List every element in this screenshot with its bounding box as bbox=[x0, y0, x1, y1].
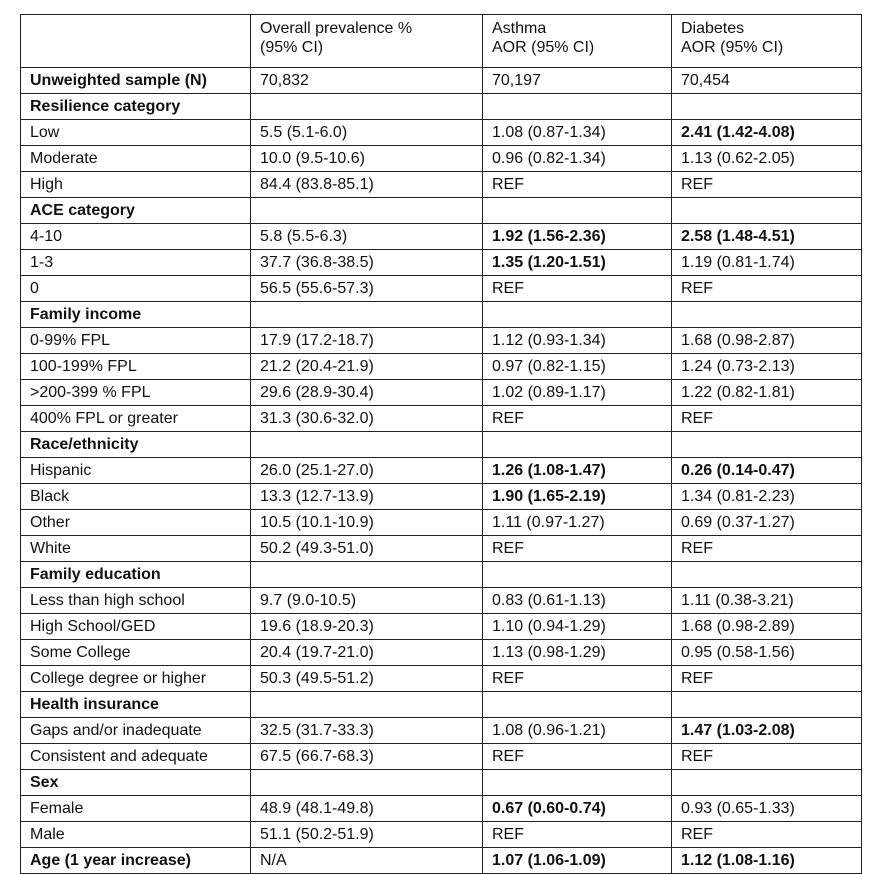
row-label-cell: Consistent and adequate bbox=[21, 744, 251, 770]
row-label-cell: Low bbox=[21, 120, 251, 146]
table-row bbox=[21, 692, 862, 718]
row-label-cell: Female bbox=[21, 796, 251, 822]
diabetes-aor-cell: REF bbox=[672, 536, 862, 562]
diabetes-aor-cell: REF bbox=[672, 172, 862, 198]
prevalence-cell: 84.4 (83.8-85.1) bbox=[251, 172, 483, 198]
diabetes-aor-cell: 1.68 (0.98-2.89) bbox=[672, 614, 862, 640]
asthma-aor-cell: 1.92 (1.56-2.36) bbox=[483, 224, 672, 250]
asthma-aor-cell: REF bbox=[483, 666, 672, 692]
prevalence-cell: 17.9 (17.2-18.7) bbox=[251, 328, 483, 354]
asthma-aor-cell: REF bbox=[483, 536, 672, 562]
table-row bbox=[21, 432, 862, 458]
table-row bbox=[21, 666, 862, 692]
prevalence-cell bbox=[251, 562, 483, 588]
table-row bbox=[21, 510, 862, 536]
row-label-cell: 1-3 bbox=[21, 250, 251, 276]
header-cell-variable bbox=[21, 15, 251, 68]
header-asthma-line1: Asthma bbox=[492, 20, 547, 37]
header-cell-diabetes bbox=[672, 15, 862, 68]
asthma-aor-cell: 0.67 (0.60-0.74) bbox=[483, 796, 672, 822]
asthma-aor-cell bbox=[483, 198, 672, 224]
prevalence-cell: 67.5 (66.7-68.3) bbox=[251, 744, 483, 770]
asthma-aor-cell: 1.08 (0.96-1.21) bbox=[483, 718, 672, 744]
diabetes-aor-cell: 0.26 (0.14-0.47) bbox=[672, 458, 862, 484]
asthma-aor-cell: 1.11 (0.97-1.27) bbox=[483, 510, 672, 536]
diabetes-aor-cell: 1.22 (0.82-1.81) bbox=[672, 380, 862, 406]
prevalence-cell bbox=[251, 770, 483, 796]
diabetes-aor-cell: 1.12 (1.08-1.16) bbox=[672, 848, 862, 874]
table-row bbox=[21, 146, 862, 172]
table-row bbox=[21, 302, 862, 328]
table-row bbox=[21, 796, 862, 822]
row-label-cell: Sex bbox=[21, 770, 251, 796]
table-row bbox=[21, 250, 862, 276]
row-label-cell: 0-99% FPL bbox=[21, 328, 251, 354]
diabetes-aor-cell: 2.58 (1.48-4.51) bbox=[672, 224, 862, 250]
asthma-aor-cell: 1.90 (1.65-2.19) bbox=[483, 484, 672, 510]
prevalence-cell: 5.5 (5.1-6.0) bbox=[251, 120, 483, 146]
table-row bbox=[21, 562, 862, 588]
row-label-cell: 400% FPL or greater bbox=[21, 406, 251, 432]
table-row bbox=[21, 822, 862, 848]
row-label-cell: >200-399 % FPL bbox=[21, 380, 251, 406]
row-label-cell: 4-10 bbox=[21, 224, 251, 250]
row-label-cell: 100-199% FPL bbox=[21, 354, 251, 380]
asthma-aor-cell: 1.35 (1.20-1.51) bbox=[483, 250, 672, 276]
prevalence-cell: 56.5 (55.6-57.3) bbox=[251, 276, 483, 302]
row-label-cell: Family income bbox=[21, 302, 251, 328]
diabetes-aor-cell: 1.11 (0.38-3.21) bbox=[672, 588, 862, 614]
table-row bbox=[21, 848, 862, 874]
diabetes-aor-cell bbox=[672, 692, 862, 718]
table-row bbox=[21, 614, 862, 640]
prevalence-cell bbox=[251, 432, 483, 458]
row-label-cell: Gaps and/or inadequate bbox=[21, 718, 251, 744]
row-label-cell: High bbox=[21, 172, 251, 198]
diabetes-aor-cell bbox=[672, 432, 862, 458]
prevalence-cell bbox=[251, 94, 483, 120]
asthma-aor-cell bbox=[483, 562, 672, 588]
table-row bbox=[21, 458, 862, 484]
row-label-cell: Other bbox=[21, 510, 251, 536]
asthma-aor-cell: REF bbox=[483, 744, 672, 770]
prevalence-cell: 51.1 (50.2-51.9) bbox=[251, 822, 483, 848]
row-label-cell: Family education bbox=[21, 562, 251, 588]
table-row bbox=[21, 770, 862, 796]
prevalence-cell bbox=[251, 692, 483, 718]
asthma-aor-cell bbox=[483, 94, 672, 120]
table-row bbox=[21, 380, 862, 406]
diabetes-aor-cell: 1.47 (1.03-2.08) bbox=[672, 718, 862, 744]
asthma-aor-cell: 1.07 (1.06-1.09) bbox=[483, 848, 672, 874]
row-label-cell: Black bbox=[21, 484, 251, 510]
prevalence-cell: 29.6 (28.9-30.4) bbox=[251, 380, 483, 406]
asthma-aor-cell: 0.83 (0.61-1.13) bbox=[483, 588, 672, 614]
table-row bbox=[21, 406, 862, 432]
diabetes-aor-cell: REF bbox=[672, 406, 862, 432]
table-row bbox=[21, 354, 862, 380]
header-diabetes-line2: AOR (95% CI) bbox=[681, 39, 784, 56]
header-prevalence-line2: (95% CI) bbox=[260, 39, 324, 56]
prevalence-cell: 31.3 (30.6-32.0) bbox=[251, 406, 483, 432]
diabetes-aor-cell: REF bbox=[672, 822, 862, 848]
table-row bbox=[21, 94, 862, 120]
diabetes-aor-cell bbox=[672, 562, 862, 588]
diabetes-aor-cell: 0.95 (0.58-1.56) bbox=[672, 640, 862, 666]
asthma-aor-cell: 1.02 (0.89-1.17) bbox=[483, 380, 672, 406]
row-label-cell: Age (1 year increase) bbox=[21, 848, 251, 874]
row-label-cell: Race/ethnicity bbox=[21, 432, 251, 458]
table-row bbox=[21, 224, 862, 250]
header-cell-asthma bbox=[483, 15, 672, 68]
prevalence-cell: 37.7 (36.8-38.5) bbox=[251, 250, 483, 276]
diabetes-aor-cell: 0.69 (0.37-1.27) bbox=[672, 510, 862, 536]
diabetes-aor-cell: 0.93 (0.65-1.33) bbox=[672, 796, 862, 822]
diabetes-aor-cell: 1.19 (0.81-1.74) bbox=[672, 250, 862, 276]
diabetes-aor-cell: 1.34 (0.81-2.23) bbox=[672, 484, 862, 510]
row-label-cell: Unweighted sample (N) bbox=[21, 68, 251, 94]
asthma-aor-cell: 70,197 bbox=[483, 68, 672, 94]
row-label-cell: ACE category bbox=[21, 198, 251, 224]
row-label-cell: Less than high school bbox=[21, 588, 251, 614]
prevalence-cell: 26.0 (25.1-27.0) bbox=[251, 458, 483, 484]
row-label-cell: Moderate bbox=[21, 146, 251, 172]
diabetes-aor-cell bbox=[672, 770, 862, 796]
diabetes-aor-cell bbox=[672, 198, 862, 224]
asthma-aor-cell: 1.08 (0.87-1.34) bbox=[483, 120, 672, 146]
prevalence-cell: 5.8 (5.5-6.3) bbox=[251, 224, 483, 250]
diabetes-aor-cell bbox=[672, 94, 862, 120]
header-diabetes-line1: Diabetes bbox=[681, 20, 745, 37]
diabetes-aor-cell: 2.41 (1.42-4.08) bbox=[672, 120, 862, 146]
row-label-cell: College degree or higher bbox=[21, 666, 251, 692]
row-label-cell: Resilience category bbox=[21, 94, 251, 120]
asthma-aor-cell: REF bbox=[483, 822, 672, 848]
table-row bbox=[21, 484, 862, 510]
prevalence-cell: 50.3 (49.5-51.2) bbox=[251, 666, 483, 692]
diabetes-aor-cell: REF bbox=[672, 276, 862, 302]
table-row bbox=[21, 718, 862, 744]
asthma-aor-cell: 1.13 (0.98-1.29) bbox=[483, 640, 672, 666]
prevalence-cell: N/A bbox=[251, 848, 483, 874]
row-label-cell: White bbox=[21, 536, 251, 562]
prevalence-cell: 20.4 (19.7-21.0) bbox=[251, 640, 483, 666]
prevalence-cell: 32.5 (31.7-33.3) bbox=[251, 718, 483, 744]
prevalence-cell: 10.5 (10.1-10.9) bbox=[251, 510, 483, 536]
asthma-aor-cell bbox=[483, 770, 672, 796]
diabetes-aor-cell: REF bbox=[672, 666, 862, 692]
table-row bbox=[21, 536, 862, 562]
table-row bbox=[21, 640, 862, 666]
row-label-cell: Health insurance bbox=[21, 692, 251, 718]
asthma-aor-cell: 1.26 (1.08-1.47) bbox=[483, 458, 672, 484]
table-row bbox=[21, 328, 862, 354]
asthma-aor-cell: REF bbox=[483, 406, 672, 432]
table-row bbox=[21, 198, 862, 224]
table-row bbox=[21, 172, 862, 198]
prevalence-cell: 9.7 (9.0-10.5) bbox=[251, 588, 483, 614]
header-cell-prevalence bbox=[251, 15, 483, 68]
diabetes-aor-cell: 70,454 bbox=[672, 68, 862, 94]
diabetes-aor-cell: 1.24 (0.73-2.13) bbox=[672, 354, 862, 380]
diabetes-aor-cell: REF bbox=[672, 744, 862, 770]
results-table bbox=[20, 14, 862, 874]
prevalence-cell: 70,832 bbox=[251, 68, 483, 94]
diabetes-aor-cell bbox=[672, 302, 862, 328]
prevalence-cell: 21.2 (20.4-21.9) bbox=[251, 354, 483, 380]
asthma-aor-cell: 1.12 (0.93-1.34) bbox=[483, 328, 672, 354]
prevalence-cell: 10.0 (9.5-10.6) bbox=[251, 146, 483, 172]
asthma-aor-cell bbox=[483, 432, 672, 458]
prevalence-cell bbox=[251, 302, 483, 328]
table-row bbox=[21, 120, 862, 146]
table-row bbox=[21, 68, 862, 94]
asthma-aor-cell: 0.97 (0.82-1.15) bbox=[483, 354, 672, 380]
asthma-aor-cell: REF bbox=[483, 172, 672, 198]
asthma-aor-cell: 0.96 (0.82-1.34) bbox=[483, 146, 672, 172]
table-row bbox=[21, 588, 862, 614]
prevalence-cell: 13.3 (12.7-13.9) bbox=[251, 484, 483, 510]
table-row bbox=[21, 744, 862, 770]
asthma-aor-cell bbox=[483, 692, 672, 718]
diabetes-aor-cell: 1.13 (0.62-2.05) bbox=[672, 146, 862, 172]
header-row bbox=[21, 15, 862, 68]
prevalence-cell bbox=[251, 198, 483, 224]
row-label-cell: Male bbox=[21, 822, 251, 848]
prevalence-cell: 19.6 (18.9-20.3) bbox=[251, 614, 483, 640]
header-prevalence-line1: Overall prevalence % bbox=[260, 20, 413, 37]
asthma-aor-cell: REF bbox=[483, 276, 672, 302]
prevalence-cell: 50.2 (49.3-51.0) bbox=[251, 536, 483, 562]
header-asthma-line2: AOR (95% CI) bbox=[492, 39, 595, 56]
row-label-cell: Some College bbox=[21, 640, 251, 666]
prevalence-cell: 48.9 (48.1-49.8) bbox=[251, 796, 483, 822]
asthma-aor-cell bbox=[483, 302, 672, 328]
diabetes-aor-cell: 1.68 (0.98-2.87) bbox=[672, 328, 862, 354]
row-label-cell: 0 bbox=[21, 276, 251, 302]
table-row bbox=[21, 276, 862, 302]
asthma-aor-cell: 1.10 (0.94-1.29) bbox=[483, 614, 672, 640]
row-label-cell: Hispanic bbox=[21, 458, 251, 484]
row-label-cell: High School/GED bbox=[21, 614, 251, 640]
